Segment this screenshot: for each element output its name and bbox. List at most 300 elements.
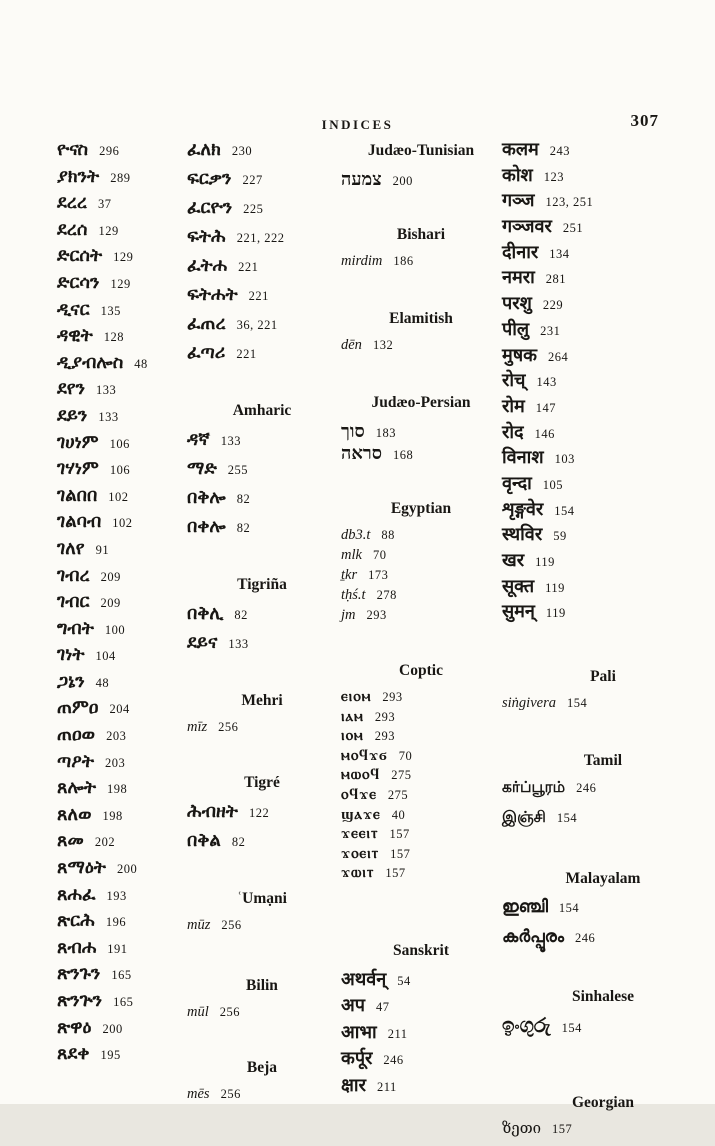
index-entry (502, 423, 704, 449)
index-entry (57, 885, 185, 912)
entry-word: ጠምዐ (57, 697, 99, 718)
index-entry (187, 517, 337, 546)
entry-word: अथर्वन् (341, 968, 387, 989)
entry-word: ጸመ (57, 830, 84, 851)
entry-pages: 154 (554, 503, 575, 518)
entry-pages: 132 (372, 338, 394, 352)
section-heading-jud-o-persian: Judæo-Persian (371, 394, 471, 411)
index-entry (502, 397, 704, 423)
index-entry (187, 430, 337, 459)
entry-pages: 227 (242, 173, 263, 187)
index-entry (57, 140, 185, 167)
entry-pages: 209 (100, 569, 121, 584)
entry-word: በቅል (187, 830, 221, 850)
entry-word: ზეთი (502, 1120, 541, 1137)
entry-pages: 221 (236, 347, 257, 361)
index-entry (341, 970, 501, 997)
entry-pages: 36, 221 (236, 318, 278, 332)
entry-word: mīz (187, 719, 208, 735)
entry-pages: 202 (94, 835, 116, 850)
entry-word: ⲓⲟⲙ (341, 728, 364, 745)
entry-word: ዳዊት (57, 325, 93, 346)
index-column-2 (187, 140, 337, 1111)
index-entry (502, 320, 704, 346)
entry-pages: 229 (542, 298, 564, 313)
entry-pages: 256 (220, 1087, 241, 1101)
entry-word: ድርሰት (57, 245, 103, 266)
entry-pages: 88 (381, 528, 395, 542)
entry-word: गञ्ज (502, 190, 535, 211)
entry-word: खर (502, 550, 525, 570)
entry-pages: 157 (552, 1121, 573, 1136)
index-entry (341, 768, 501, 788)
entry-pages: 173 (368, 568, 389, 582)
index-entry (341, 608, 501, 628)
entry-pages: 203 (106, 729, 127, 744)
entry-pages: 195 (100, 1048, 121, 1063)
entry-word: कोश (502, 164, 533, 185)
index-entry (187, 140, 337, 169)
index-entry (341, 1023, 501, 1050)
entry-word: विनाश (502, 447, 544, 468)
entry-pages: 200 (392, 174, 413, 188)
index-entry (57, 167, 185, 194)
entry-word: סראה (341, 443, 382, 463)
entry-pages: 54 (397, 973, 411, 988)
entry-word: रोम (502, 395, 525, 416)
index-entry (502, 551, 704, 577)
entry-pages: 231 (540, 323, 561, 338)
entry-word: ማድ (187, 458, 217, 478)
entry-word: ፍትሕ (187, 226, 226, 246)
entry-pages: 157 (389, 827, 410, 842)
entry-word: ጸብሐ (57, 936, 97, 957)
index-entry (502, 217, 704, 243)
entry-word: ፈርዮን (187, 197, 233, 217)
index-entry (341, 827, 501, 847)
index-entry (341, 690, 501, 710)
entry-pages: 128 (103, 330, 125, 345)
entry-pages: 296 (99, 144, 120, 158)
entry-pages: 154 (558, 900, 580, 915)
entry-word: दीनार (502, 241, 539, 262)
section-heading-coptic: Coptic (399, 662, 443, 679)
index-entry (57, 778, 185, 805)
entry-word: शृङ्गवेर (502, 498, 544, 519)
index-entry (341, 588, 501, 608)
index-entry (341, 170, 501, 192)
entry-word: कलम (502, 139, 539, 159)
entry-pages: 70 (372, 548, 387, 562)
index-entry (57, 1044, 185, 1071)
entry-pages: 119 (535, 555, 555, 569)
index-entry (187, 169, 337, 198)
entry-pages: 133 (228, 637, 249, 651)
entry-word: ፈትሐ (187, 255, 228, 275)
entry-word: ድርሳን (57, 271, 100, 292)
index-entry (502, 810, 704, 840)
index-entry (187, 604, 337, 633)
entry-word: ገሃነም (57, 458, 99, 479)
entry-pages: 133 (98, 409, 119, 424)
entry-word: கர்ப்பூரம் (502, 778, 566, 796)
entry-word: צמעה (341, 169, 382, 189)
index-entry (57, 991, 185, 1018)
running-title: INDICES (321, 117, 394, 132)
index-entry (57, 566, 185, 593)
section-heading-uma-ni: ʿUmạni (237, 890, 287, 907)
entry-pages: 278 (376, 588, 397, 602)
entry-pages: 147 (535, 400, 557, 415)
section-heading-sanskrit: Sanskrit (393, 941, 449, 959)
section-heading-tigrin-a: Tigriña (237, 576, 287, 593)
entry-word: ጠዐወ (57, 724, 96, 745)
section-heading-malayalam: Malayalam (565, 869, 641, 887)
entry-word: ገልበበ (57, 484, 98, 505)
entry-pages: 193 (106, 888, 127, 903)
entry-word: ፈጣሪ (187, 342, 226, 362)
entry-pages: 102 (108, 489, 129, 504)
index-entry (502, 602, 704, 628)
index-entry (341, 729, 501, 749)
index-entry (187, 1005, 337, 1029)
index-entry (187, 459, 337, 488)
index-entry (502, 780, 704, 810)
entry-pages: 251 (562, 221, 584, 236)
index-entry (502, 140, 704, 166)
entry-pages: 146 (534, 426, 555, 441)
index-entry (57, 805, 185, 832)
entry-pages: 91 (95, 542, 110, 557)
entry-word: ዲናር (57, 298, 90, 319)
entry-pages: 281 (545, 272, 567, 287)
entry-pages: 154 (556, 810, 578, 825)
entry-pages: 123 (543, 169, 564, 184)
index-entry (187, 488, 337, 517)
index-entry (187, 802, 337, 831)
entry-pages: 129 (110, 276, 131, 291)
entry-pages: 103 (554, 452, 575, 467)
index-entry (502, 191, 704, 217)
entry-word: ደይን (57, 404, 88, 425)
entry-pages: 196 (105, 915, 127, 930)
entry-word: ደረሰ (57, 218, 88, 239)
entry-word: स्थविर (502, 524, 543, 545)
index-column-3 (341, 140, 501, 1102)
entry-word: ፈጠረ (187, 313, 226, 333)
entry-pages: 154 (561, 1020, 582, 1035)
entry-pages: 183 (375, 426, 396, 440)
entry-pages: 256 (219, 1005, 240, 1019)
entry-word: ጸሎት (57, 777, 97, 798)
entry-pages: 255 (227, 463, 249, 477)
entry-word: በቅሊ (187, 603, 224, 623)
entry-pages: 165 (111, 968, 132, 983)
entry-pages: 133 (96, 383, 117, 398)
entry-word: ጸሐፈ (57, 883, 96, 904)
entry-word: ገነት (57, 644, 85, 665)
entry-pages: 143 (536, 375, 557, 390)
entry-word: ഇഞ്ചി (502, 896, 548, 916)
index-entry (57, 246, 185, 273)
entry-word: db3.t (341, 527, 371, 543)
entry-pages: 289 (110, 170, 131, 185)
entry-word: കർപ്പൂരം (502, 926, 564, 946)
entry-word: ϣⲁϫⲉ (341, 806, 381, 823)
index-entry (187, 227, 337, 256)
entry-pages: 106 (109, 436, 130, 451)
index-entry (57, 486, 185, 513)
entry-pages: 200 (116, 862, 138, 877)
entry-word: ጸደቀ (57, 1043, 90, 1064)
entry-word: क्षार (341, 1074, 366, 1095)
entry-pages: 40 (391, 807, 406, 822)
entry-word: ፍርቃን (187, 168, 232, 188)
entry-pages: 154 (566, 696, 588, 711)
entry-pages: 119 (545, 606, 566, 621)
entry-word: ṯkr (341, 567, 358, 583)
entry-word: ጽንጕን (57, 990, 103, 1010)
index-entry (57, 938, 185, 965)
entry-word: कर्पूर (341, 1048, 373, 1069)
index-entry (502, 448, 704, 474)
index-entry (341, 548, 501, 568)
entry-pages: 221, 222 (236, 231, 285, 245)
entry-pages: 168 (393, 448, 414, 462)
entry-word: mēs (187, 1086, 210, 1102)
entry-pages: 293 (374, 709, 396, 724)
entry-word: आभा (341, 1021, 377, 1042)
entry-word: סוך (341, 421, 365, 441)
section-heading-bilin: Bilin (246, 977, 278, 994)
entry-pages: 243 (549, 144, 571, 158)
entry-word: रोद (502, 421, 524, 442)
entry-pages: 246 (383, 1053, 404, 1068)
page-number: 307 (630, 111, 659, 130)
index-entry (502, 898, 704, 928)
index-entry (341, 749, 501, 769)
entry-pages: 203 (104, 755, 126, 770)
index-entry (57, 911, 185, 938)
entry-word: ያክንት (57, 165, 100, 186)
entry-pages: 246 (574, 930, 596, 945)
entry-word: ጽንጉን (57, 963, 101, 984)
index-entry (187, 831, 337, 860)
entry-pages: 119 (545, 580, 565, 595)
index-entry (341, 1076, 501, 1103)
entry-word: ፈለክ (187, 139, 221, 159)
index-entry (187, 343, 337, 372)
entry-pages: 100 (104, 622, 126, 637)
entry-pages: 133 (220, 434, 241, 448)
index-entry (502, 1122, 704, 1146)
entry-pages: 256 (221, 918, 242, 932)
index-entry (341, 847, 501, 867)
entry-pages: 105 (542, 477, 564, 492)
entry-pages: 293 (382, 690, 403, 704)
entry-word: वृन्दा (502, 472, 532, 493)
index-entry (341, 338, 501, 360)
entry-word: ϫⲱⲓⲧ (341, 865, 375, 882)
section-heading-egyptian: Egyptian (390, 500, 452, 517)
entry-pages: 230 (231, 144, 253, 158)
section-heading-georgian: Georgian (572, 1093, 634, 1111)
entry-word: jm (341, 607, 356, 623)
index-entry (57, 539, 185, 566)
index-entry (502, 500, 704, 526)
entry-pages: 209 (100, 596, 121, 611)
index-entry (502, 371, 704, 397)
index-entry (57, 1018, 185, 1045)
entry-pages: 204 (109, 702, 130, 717)
index-entry (57, 406, 185, 433)
entry-pages: 200 (102, 1021, 123, 1036)
entry-word: ጸለወ (57, 803, 92, 824)
index-entry (57, 592, 185, 619)
index-entry (57, 698, 185, 725)
entry-word: ገልባብ (57, 511, 102, 532)
index-entry (187, 314, 337, 343)
index-entry (187, 918, 337, 947)
entry-pages: 123, 251 (545, 195, 594, 210)
entry-word: mirdim (341, 253, 383, 269)
entry-word: mūz (187, 917, 211, 933)
entry-pages: 47 (375, 1000, 390, 1015)
index-entry (57, 459, 185, 486)
entry-pages: 82 (236, 492, 251, 506)
section-heading-bishari: Bishari (396, 226, 446, 243)
section-heading-beja: Beja (246, 1059, 278, 1076)
entry-word: ሕብዘት (187, 801, 238, 821)
index-column-1 (57, 140, 185, 1071)
entry-word: dēn (341, 337, 362, 353)
index-column-4 (502, 140, 704, 1146)
index-entry (502, 577, 704, 603)
index-entry (57, 645, 185, 672)
index-entry (57, 964, 185, 991)
section-heading-elamitish: Elamitish (389, 310, 453, 327)
entry-pages: 37 (97, 197, 112, 212)
entry-word: अप (341, 995, 365, 1016)
index-entry (502, 928, 704, 958)
entry-pages: 256 (218, 720, 239, 734)
entry-word: सूक्त (502, 575, 535, 596)
entry-word: ϫⲉⲉⲓⲧ (341, 826, 379, 843)
entry-word: ϫⲟⲉⲓⲧ (341, 845, 380, 862)
index-entry (502, 268, 704, 294)
index-entry (57, 193, 185, 220)
entry-word: இஞ்சி (502, 808, 546, 826)
entry-word: ገሀነም (57, 431, 99, 452)
entry-word: ገብረ (57, 564, 90, 585)
entry-word: ግብት (57, 617, 94, 638)
entry-word: ጣዖት (57, 750, 94, 771)
index-entry (502, 696, 704, 722)
index-entry (57, 672, 185, 699)
index-entry (57, 353, 185, 380)
index-entry (57, 858, 185, 885)
index-entry (57, 326, 185, 353)
entry-pages: 129 (113, 250, 134, 265)
entry-pages: 246 (576, 780, 597, 795)
index-entry (187, 633, 337, 662)
entry-pages: 225 (243, 202, 264, 216)
index-entry (341, 996, 501, 1023)
index-entry (57, 433, 185, 460)
entry-word: ጋኔን (57, 670, 85, 691)
index-entry (57, 379, 185, 406)
entry-pages: 70 (398, 748, 413, 763)
index-entry (502, 243, 704, 269)
entry-word: पीलु (502, 318, 530, 339)
entry-word: mlk (341, 547, 362, 563)
entry-word: नमरा (502, 267, 535, 288)
entry-word: ⲉⲓⲟⲙ (341, 689, 372, 705)
entry-word: ገብር (57, 591, 90, 612)
entry-word: रोच् (502, 370, 526, 391)
entry-pages: 275 (387, 787, 409, 802)
entry-word: मुषक (502, 344, 537, 365)
index-entry (502, 166, 704, 192)
entry-pages: 293 (366, 608, 387, 622)
section-heading-sinhalese: Sinhalese (571, 987, 634, 1005)
index-entry (57, 220, 185, 247)
index-entry (341, 568, 501, 588)
section-heading-mehri: Mehri (241, 692, 283, 709)
index-entry (341, 808, 501, 828)
entry-word: ጽዋዕ (57, 1016, 92, 1037)
entry-pages: 82 (236, 521, 251, 535)
entry-pages: 82 (231, 835, 246, 849)
entry-pages: 59 (553, 529, 567, 544)
index-entry (341, 444, 501, 466)
entry-pages: 122 (248, 806, 270, 820)
entry-word: በቅሎ (187, 487, 226, 507)
entry-pages: 264 (548, 349, 569, 364)
entry-word: परशु (502, 293, 532, 314)
entry-word: ፍትሐት (187, 284, 238, 304)
entry-word: tḥś.t (341, 587, 366, 603)
index-entry (57, 725, 185, 752)
entry-pages: 221 (248, 289, 269, 303)
index-entry (341, 254, 501, 276)
index-entry (187, 198, 337, 227)
index-entry (187, 256, 337, 285)
index-entry (57, 273, 185, 300)
entry-pages: 198 (102, 808, 123, 823)
entry-word: ⲙⲟϥϫϭ (341, 747, 388, 764)
entry-word: ዮናስ (57, 139, 89, 159)
index-entry (341, 422, 501, 444)
index-entry (57, 619, 185, 646)
entry-word: ⲓⲁⲙ (341, 708, 364, 725)
index-entry (187, 1087, 337, 1111)
entry-pages: 157 (390, 846, 411, 861)
entry-word: siṅgivera (502, 695, 556, 712)
entry-pages: 211 (387, 1026, 408, 1041)
entry-word: ገለየ (57, 537, 85, 558)
entry-word: गञ्जवर (502, 216, 552, 237)
entry-pages: 221 (238, 260, 259, 274)
entry-word: ደየን (57, 378, 86, 399)
index-entry (341, 866, 501, 886)
index-entry (57, 300, 185, 327)
entry-pages: 198 (107, 782, 128, 797)
entry-pages: 48 (95, 675, 110, 690)
index-entry (57, 752, 185, 779)
index-entry (57, 512, 185, 539)
index-entry (502, 525, 704, 551)
